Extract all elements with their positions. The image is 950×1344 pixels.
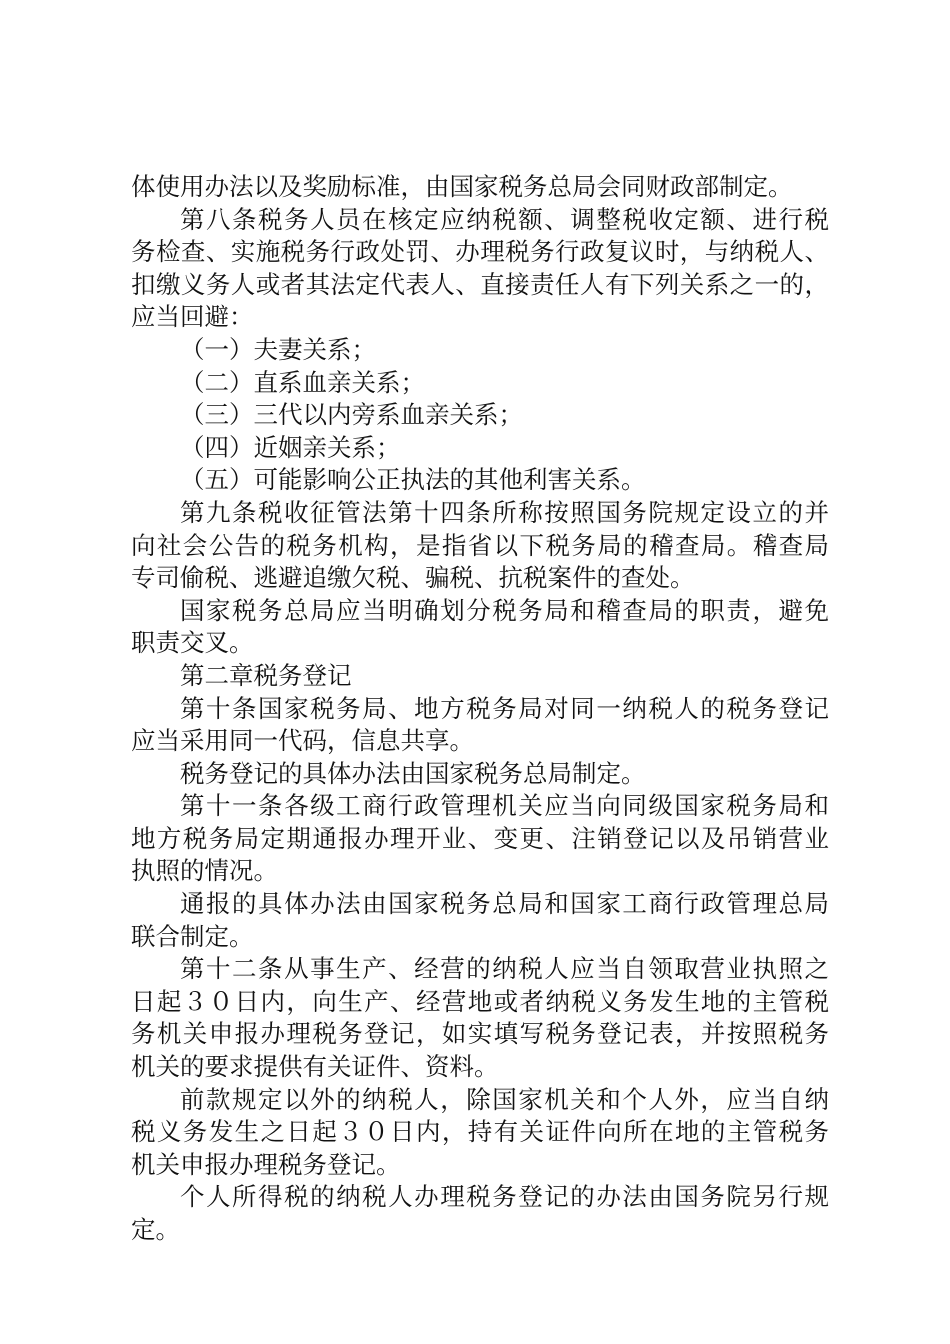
text-line: 向社会公告的税务机构，是指省以下税务局的稽查局。稽查局 (131, 530, 829, 560)
text-line: 第八条税务人员在核定应纳税额、调整税收定额、进行税 (180, 204, 829, 234)
text-line: （五）可能影响公正执法的其他利害关系。 (180, 465, 646, 495)
paragraph (131, 399, 829, 432)
paragraph (131, 953, 829, 1083)
paragraph (131, 204, 829, 334)
paragraph (131, 790, 829, 888)
text-line: 第十二条从事生产、经营的纳税人应当自领取营业执照之 (180, 954, 829, 984)
document-body (131, 171, 829, 1247)
paragraph (131, 758, 829, 791)
text-line: 联合制定。 (131, 921, 254, 951)
text-line: 体使用办法以及奖励标准，由国家税务总局会同财政部制定。 (131, 172, 793, 201)
text-line: 务机关申报办理税务登记，如实填写税务登记表，并按照税务 (131, 1019, 829, 1049)
paragraph (131, 1181, 829, 1246)
text-line: 地方税务局定期通报办理开业、变更、注销登记以及吊销营业 (131, 823, 829, 853)
text-line: 应当回避： (131, 302, 254, 332)
paragraph (131, 693, 829, 758)
text-line: 职责交叉。 (131, 628, 254, 658)
text-line: 第九条税收征管法第十四条所称按照国务院规定设立的并 (180, 497, 829, 527)
text-line: 日起３０日内，向生产、经营地或者纳税义务发生地的主管税 (131, 986, 829, 1016)
paragraph (131, 1084, 829, 1182)
paragraph (131, 464, 829, 497)
text-line: 执照的情况。 (131, 856, 278, 886)
text-line: 应当采用同一代码，信息共享。 (131, 726, 474, 756)
text-line: 个人所得税的纳税人办理税务登记的办法由国务院另行规 (180, 1182, 829, 1212)
text-line: 机关申报办理税务登记。 (131, 1149, 401, 1179)
text-line: 扣缴义务人或者其法定代表人、直接责任人有下列关系之一的， (131, 269, 829, 299)
paragraph (131, 497, 829, 595)
paragraph (131, 432, 829, 465)
text-line: 第二章税务登记 (180, 660, 352, 690)
paragraph (131, 171, 829, 204)
paragraph (131, 367, 829, 400)
text-line: （四）近姻亲关系； (180, 432, 401, 462)
text-line: 机关的要求提供有关证件、资料。 (131, 1052, 499, 1082)
text-line: 前款规定以外的纳税人，除国家机关和个人外，应当自纳 (180, 1084, 829, 1114)
text-line: 国家税务总局应当明确划分税务局和稽查局的职责，避免 (180, 595, 829, 625)
text-line: 定。 (131, 1215, 180, 1244)
paragraph (131, 888, 829, 953)
text-line: 专司偷税、逃避追缴欠税、骗税、抗税案件的查处。 (131, 563, 695, 593)
text-line: 第十一条各级工商行政管理机关应当向同级国家税务局和 (180, 791, 829, 821)
paragraph (131, 660, 829, 693)
text-line: 税务登记的具体办法由国家税务总局制定。 (180, 758, 646, 788)
text-line: 通报的具体办法由国家税务总局和国家工商行政管理总局 (180, 889, 829, 919)
text-line: 第十条国家税务局、地方税务局对同一纳税人的税务登记 (180, 693, 829, 723)
text-line: 务检查、实施税务行政处罚、办理税务行政复议时，与纳税人、 (131, 237, 829, 267)
text-line: 税义务发生之日起３０日内，持有关证件向所在地的主管税务 (131, 1117, 829, 1147)
paragraph (131, 595, 829, 660)
text-line: （一）夫妻关系； (180, 334, 376, 364)
text-line: （三）三代以内旁系血亲关系； (180, 400, 523, 430)
paragraph (131, 334, 829, 367)
text-line: （二）直系血亲关系； (180, 367, 425, 397)
